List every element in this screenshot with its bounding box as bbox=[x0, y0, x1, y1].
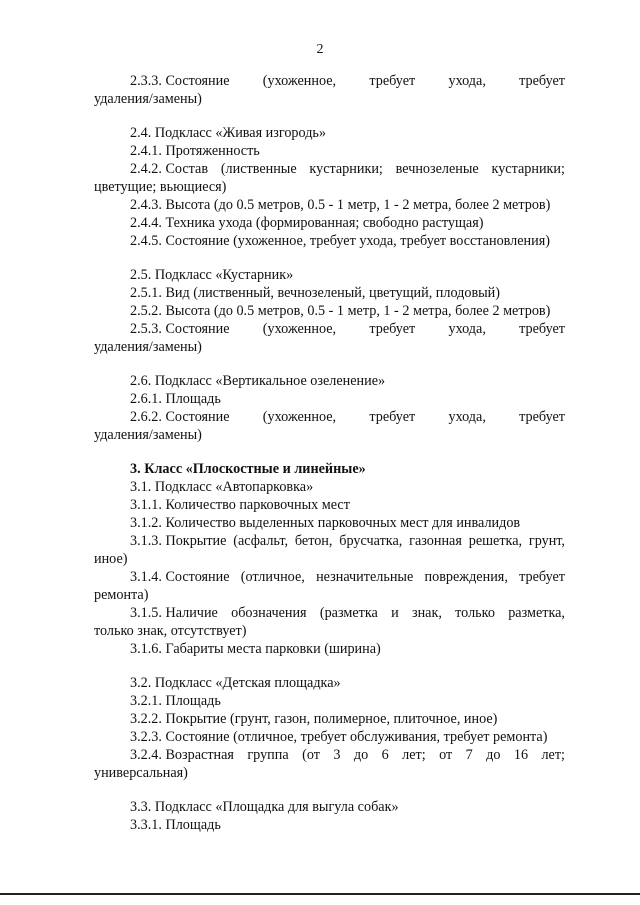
item-3-1-5-line2: только знак, отсутствует) bbox=[94, 623, 247, 639]
heading-2-5: 2.5. Подкласс «Кустарник» bbox=[130, 267, 294, 283]
item-2-4-4: 2.4.4. Техника ухода (формированная; свободно растущая) bbox=[130, 215, 484, 231]
word: требует bbox=[519, 569, 565, 585]
word: (лиственные bbox=[220, 161, 297, 177]
word: (от bbox=[302, 747, 320, 763]
item-2-5-3-line2: удаления/замены) bbox=[94, 339, 202, 355]
item-3-2-3: 3.2.3. Состояние (отличное, требует обслуживания, требует ремонта) bbox=[130, 729, 548, 745]
scan-bottom-edge bbox=[0, 893, 640, 895]
item-2-5-2: 2.5.2. Высота (до 0.5 метров, 0.5 - 1 метр, 1 - 2 метра, более 2 метров) bbox=[130, 303, 551, 319]
word: лет; bbox=[402, 747, 426, 763]
word: (разметка bbox=[319, 605, 378, 621]
word: требует bbox=[369, 409, 416, 425]
word: лет; bbox=[541, 747, 565, 763]
item-3-2-1: 3.2.1. Площадь bbox=[130, 693, 221, 709]
word: (ухоженное, bbox=[262, 409, 337, 425]
word: (отличное, bbox=[240, 569, 305, 585]
item-2-4-1: 2.4.1. Протяженность bbox=[130, 143, 260, 159]
item-2-5-3-line1 bbox=[94, 320, 565, 338]
heading-2-6: 2.6. Подкласс «Вертикальное озеленение» bbox=[130, 373, 386, 389]
word: 3.1.5. Наличие bbox=[130, 605, 218, 621]
word: решетка, bbox=[468, 533, 523, 549]
word: брусчатка, bbox=[339, 533, 403, 549]
word: ухода, bbox=[448, 321, 486, 337]
word: до bbox=[353, 747, 369, 763]
word: 16 bbox=[513, 747, 529, 763]
item-3-1-2: 3.1.2. Количество выделенных парковочных мест для инвалидов bbox=[130, 515, 521, 531]
word: 2.4.2. Состав bbox=[130, 161, 209, 177]
word: 3.2.4. Возрастная bbox=[130, 747, 234, 763]
page-number: 2 bbox=[316, 42, 324, 57]
word: до bbox=[486, 747, 501, 763]
heading-3-2: 3.2. Подкласс «Детская площадка» bbox=[130, 675, 341, 691]
item-3-1-6: 3.1.6. Габариты места парковки (ширина) bbox=[130, 641, 381, 657]
heading-2-4: 2.4. Подкласс «Живая изгородь» bbox=[130, 125, 326, 141]
item-3-1-4-line1 bbox=[94, 568, 565, 586]
word: ухода, bbox=[448, 73, 486, 89]
item-2-3-3-line1 bbox=[94, 72, 565, 90]
word: повреждения, bbox=[424, 569, 508, 585]
word: и bbox=[391, 605, 399, 621]
heading-3-1: 3.1. Подкласс «Автопарковка» bbox=[130, 479, 314, 495]
item-3-1-4-line2: ремонта) bbox=[94, 587, 149, 603]
item-2-6-2-line2: удаления/замены) bbox=[94, 427, 202, 443]
word: 2.6.2. Состояние bbox=[130, 409, 230, 425]
word: вечнозеленые bbox=[395, 161, 479, 177]
item-3-2-4-line2: универсальная) bbox=[94, 765, 188, 781]
item-3-1-5-line1 bbox=[94, 604, 565, 622]
word: газонная bbox=[409, 533, 462, 549]
item-3-1-1: 3.1.1. Количество парковочных мест bbox=[130, 497, 350, 513]
item-2-4-2-line1 bbox=[94, 160, 565, 178]
word: 3.1.4. Состояние bbox=[130, 569, 230, 585]
heading-3-3: 3.3. Подкласс «Площадка для выгула собак» bbox=[130, 799, 399, 815]
item-2-6-2-line1 bbox=[94, 408, 565, 426]
word: требует bbox=[369, 73, 416, 89]
item-3-2-2: 3.2.2. Покрытие (грунт, газон, полимерное, плиточное, иное) bbox=[130, 711, 498, 727]
word: требует bbox=[519, 73, 565, 89]
item-2-5-1: 2.5.1. Вид (лиственный, вечнозеленый, цветущий, плодовый) bbox=[130, 285, 501, 301]
word: 2.5.3. Состояние bbox=[130, 321, 230, 337]
word: требует bbox=[519, 409, 565, 425]
item-3-2-4-line1 bbox=[94, 746, 565, 764]
item-2-6-1: 2.6.1. Площадь bbox=[130, 391, 221, 407]
item-3-1-3-line2: иное) bbox=[94, 551, 128, 567]
word: кустарники; bbox=[491, 161, 565, 177]
word: разметка, bbox=[508, 605, 565, 621]
word: только bbox=[455, 605, 495, 621]
word: 6 bbox=[381, 747, 389, 763]
item-3-1-3-line1 bbox=[94, 532, 565, 550]
word: требует bbox=[519, 321, 565, 337]
word: (асфальт, bbox=[233, 533, 289, 549]
word: (ухоженное, bbox=[262, 321, 337, 337]
word: 7 bbox=[465, 747, 473, 763]
word: бетон, bbox=[294, 533, 333, 549]
item-3-3-1: 3.3.1. Площадь bbox=[130, 817, 221, 833]
word: 2.3.3. Состояние bbox=[130, 73, 230, 89]
word: грунт, bbox=[528, 533, 565, 549]
document-body bbox=[94, 72, 565, 834]
heading-3: 3. Класс «Плоскостные и линейные» bbox=[130, 461, 366, 477]
item-2-4-3: 2.4.3. Высота (до 0.5 метров, 0.5 - 1 метр, 1 - 2 метра, более 2 метров) bbox=[130, 197, 551, 213]
word: знак, bbox=[411, 605, 442, 621]
word: (ухоженное, bbox=[262, 73, 337, 89]
word: обозначения bbox=[231, 605, 307, 621]
word: 3 bbox=[333, 747, 341, 763]
item-2-4-2-line2: цветущие; вьющиеся) bbox=[94, 179, 227, 195]
word: 3.1.3. Покрытие bbox=[130, 533, 227, 549]
item-2-3-3-line2: удаления/замены) bbox=[94, 91, 202, 107]
word: группа bbox=[247, 747, 289, 763]
word: кустарники; bbox=[309, 161, 383, 177]
word: ухода, bbox=[448, 409, 486, 425]
word: от bbox=[439, 747, 453, 763]
word: требует bbox=[369, 321, 416, 337]
item-2-4-5: 2.4.5. Состояние (ухоженное, требует ухода, требует восстановления) bbox=[130, 233, 550, 249]
word: незначительные bbox=[316, 569, 414, 585]
